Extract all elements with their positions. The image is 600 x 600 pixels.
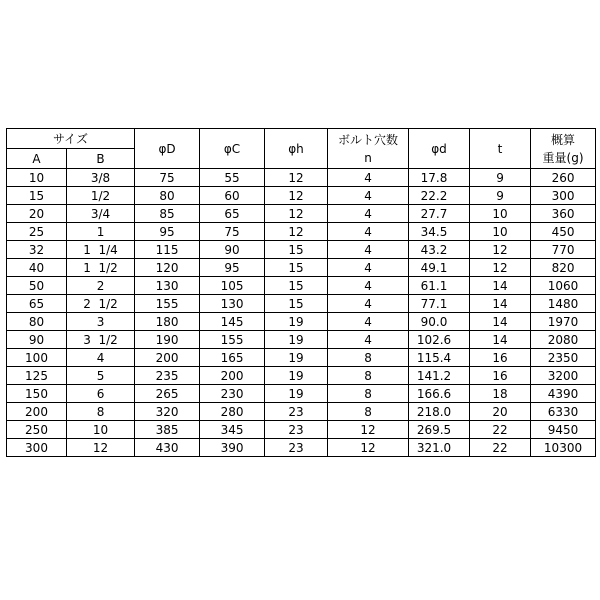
bolt-holes-cell: 4 (328, 295, 409, 313)
weight-label-bottom: 重量(g) (542, 150, 584, 165)
weight-cell: 260 (531, 169, 596, 187)
phid-cell: 49.1 (409, 259, 470, 277)
t-cell: 14 (470, 295, 531, 313)
phid-cell: 218.0 (409, 403, 470, 421)
t-cell: 20 (470, 403, 531, 421)
phih-cell: 23 (265, 421, 328, 439)
phid-cell: 22.2 (409, 187, 470, 205)
size-b-cell: 6 (67, 385, 135, 403)
size-b-cell: 3/8 (67, 169, 135, 187)
phiC-cell: 95 (200, 259, 265, 277)
size-b-cell: 3 1/2 (67, 331, 135, 349)
size-b-cell: 3/4 (67, 205, 135, 223)
weight-cell: 1060 (531, 277, 596, 295)
phih-cell: 23 (265, 403, 328, 421)
size-b-cell: 5 (67, 367, 135, 385)
phiC-cell: 155 (200, 331, 265, 349)
size-b-cell: 1/2 (67, 187, 135, 205)
bolt-holes-cell: 4 (328, 331, 409, 349)
size-a-header: A (7, 149, 67, 169)
t-cell: 10 (470, 205, 531, 223)
phih-cell: 12 (265, 187, 328, 205)
phiD-cell: 265 (135, 385, 200, 403)
phiD-cell: 115 (135, 241, 200, 259)
weight-label-top: 概算 (551, 132, 576, 147)
bolt-holes-cell: 4 (328, 277, 409, 295)
bolt-holes-cell: 8 (328, 367, 409, 385)
t-cell: 16 (470, 367, 531, 385)
weight-cell: 1970 (531, 313, 596, 331)
t-cell: 14 (470, 277, 531, 295)
size-a-cell: 32 (7, 241, 67, 259)
phiD-cell: 385 (135, 421, 200, 439)
table-row (7, 439, 596, 457)
size-a-cell: 150 (7, 385, 67, 403)
phid-header: φd (409, 129, 470, 169)
phid-cell: 90.0 (409, 313, 470, 331)
t-cell: 12 (470, 241, 531, 259)
size-a-cell: 40 (7, 259, 67, 277)
phid-cell: 17.8 (409, 169, 470, 187)
phiC-cell: 230 (200, 385, 265, 403)
bolt-holes-n-label: n (364, 150, 372, 165)
size-a-cell: 50 (7, 277, 67, 295)
table-row (7, 403, 596, 421)
bolt-holes-cell: 4 (328, 187, 409, 205)
phid-cell: 43.2 (409, 241, 470, 259)
phid-cell: 102.6 (409, 331, 470, 349)
bolt-holes-cell: 4 (328, 241, 409, 259)
t-cell: 12 (470, 259, 531, 277)
size-b-cell: 4 (67, 349, 135, 367)
bolt-holes-label: ボルト穴数 (338, 132, 399, 147)
t-cell: 9 (470, 169, 531, 187)
size-a-cell: 125 (7, 367, 67, 385)
table-row (7, 385, 596, 403)
size-a-cell: 200 (7, 403, 67, 421)
size-a-cell: 90 (7, 331, 67, 349)
phiD-cell: 190 (135, 331, 200, 349)
bolt-holes-cell: 4 (328, 313, 409, 331)
size-b-cell: 10 (67, 421, 135, 439)
table-row (7, 259, 596, 277)
size-b-header: B (67, 149, 135, 169)
weight-cell: 10300 (531, 439, 596, 457)
size-a-cell: 250 (7, 421, 67, 439)
phid-cell: 77.1 (409, 295, 470, 313)
t-cell: 10 (470, 223, 531, 241)
table-row (7, 421, 596, 439)
phih-cell: 15 (265, 277, 328, 295)
weight-cell: 300 (531, 187, 596, 205)
bolt-holes-cell: 4 (328, 169, 409, 187)
phiC-cell: 280 (200, 403, 265, 421)
t-header: t (470, 129, 531, 169)
weight-cell: 2080 (531, 331, 596, 349)
phih-cell: 19 (265, 313, 328, 331)
phid-cell: 34.5 (409, 223, 470, 241)
phid-cell: 269.5 (409, 421, 470, 439)
phiD-cell: 85 (135, 205, 200, 223)
phih-cell: 15 (265, 241, 328, 259)
phih-cell: 12 (265, 169, 328, 187)
t-cell: 22 (470, 439, 531, 457)
weight-cell: 450 (531, 223, 596, 241)
phih-header: φh (265, 129, 328, 169)
phid-cell: 321.0 (409, 439, 470, 457)
size-b-cell: 2 (67, 277, 135, 295)
size-b-cell: 2 1/2 (67, 295, 135, 313)
phih-cell: 19 (265, 331, 328, 349)
t-cell: 18 (470, 385, 531, 403)
table-row (7, 295, 596, 313)
size-a-cell: 65 (7, 295, 67, 313)
phiC-cell: 75 (200, 223, 265, 241)
weight-cell: 360 (531, 205, 596, 223)
weight-cell: 1480 (531, 295, 596, 313)
size-a-cell: 80 (7, 313, 67, 331)
phid-cell: 115.4 (409, 349, 470, 367)
weight-cell: 6330 (531, 403, 596, 421)
bolt-holes-cell: 8 (328, 403, 409, 421)
t-cell: 14 (470, 313, 531, 331)
phiD-header: φD (135, 129, 200, 169)
size-b-cell: 12 (67, 439, 135, 457)
t-cell: 14 (470, 331, 531, 349)
flange-spec-table (6, 128, 596, 457)
weight-cell: 3200 (531, 367, 596, 385)
phih-cell: 15 (265, 295, 328, 313)
bolt-holes-cell: 8 (328, 385, 409, 403)
weight-cell: 770 (531, 241, 596, 259)
size-a-cell: 10 (7, 169, 67, 187)
phiC-cell: 60 (200, 187, 265, 205)
header-row-1 (7, 129, 596, 149)
size-b-cell: 3 (67, 313, 135, 331)
phiD-cell: 430 (135, 439, 200, 457)
phih-cell: 19 (265, 349, 328, 367)
size-b-cell: 1 (67, 223, 135, 241)
phih-cell: 15 (265, 259, 328, 277)
phiC-cell: 200 (200, 367, 265, 385)
table-row (7, 331, 596, 349)
table-body (7, 169, 596, 457)
phih-cell: 19 (265, 385, 328, 403)
bolt-holes-header (328, 129, 409, 169)
phiD-cell: 130 (135, 277, 200, 295)
phih-cell: 12 (265, 205, 328, 223)
phiC-cell: 390 (200, 439, 265, 457)
table-row (7, 349, 596, 367)
phiC-header: φC (200, 129, 265, 169)
phih-cell: 23 (265, 439, 328, 457)
phiC-cell: 130 (200, 295, 265, 313)
size-a-cell: 300 (7, 439, 67, 457)
bolt-holes-cell: 12 (328, 421, 409, 439)
table-row (7, 241, 596, 259)
size-b-cell: 8 (67, 403, 135, 421)
size-a-cell: 25 (7, 223, 67, 241)
phiC-cell: 145 (200, 313, 265, 331)
size-header: サイズ (7, 129, 135, 149)
t-cell: 9 (470, 187, 531, 205)
weight-header (531, 129, 596, 169)
phid-cell: 27.7 (409, 205, 470, 223)
phiD-cell: 120 (135, 259, 200, 277)
weight-cell: 9450 (531, 421, 596, 439)
size-a-cell: 20 (7, 205, 67, 223)
phid-cell: 166.6 (409, 385, 470, 403)
phiC-cell: 165 (200, 349, 265, 367)
weight-cell: 820 (531, 259, 596, 277)
size-a-cell: 100 (7, 349, 67, 367)
phih-cell: 19 (265, 367, 328, 385)
phiD-cell: 180 (135, 313, 200, 331)
table-row (7, 169, 596, 187)
bolt-holes-cell: 12 (328, 439, 409, 457)
phiD-cell: 75 (135, 169, 200, 187)
phiC-cell: 65 (200, 205, 265, 223)
size-b-cell: 1 1/2 (67, 259, 135, 277)
bolt-holes-cell: 4 (328, 223, 409, 241)
size-b-cell: 1 1/4 (67, 241, 135, 259)
table-row (7, 367, 596, 385)
phih-cell: 12 (265, 223, 328, 241)
phiD-cell: 200 (135, 349, 200, 367)
weight-cell: 2350 (531, 349, 596, 367)
phiD-cell: 80 (135, 187, 200, 205)
bolt-holes-cell: 4 (328, 259, 409, 277)
size-a-cell: 15 (7, 187, 67, 205)
t-cell: 16 (470, 349, 531, 367)
phiC-cell: 55 (200, 169, 265, 187)
phid-cell: 61.1 (409, 277, 470, 295)
t-cell: 22 (470, 421, 531, 439)
table-row (7, 277, 596, 295)
bolt-holes-cell: 8 (328, 349, 409, 367)
phiD-cell: 95 (135, 223, 200, 241)
table-row (7, 313, 596, 331)
phiD-cell: 320 (135, 403, 200, 421)
table-row (7, 205, 596, 223)
phid-cell: 141.2 (409, 367, 470, 385)
weight-cell: 4390 (531, 385, 596, 403)
phiC-cell: 105 (200, 277, 265, 295)
phiD-cell: 235 (135, 367, 200, 385)
bolt-holes-cell: 4 (328, 205, 409, 223)
phiD-cell: 155 (135, 295, 200, 313)
phiC-cell: 90 (200, 241, 265, 259)
table-row (7, 187, 596, 205)
phiC-cell: 345 (200, 421, 265, 439)
table-row (7, 223, 596, 241)
